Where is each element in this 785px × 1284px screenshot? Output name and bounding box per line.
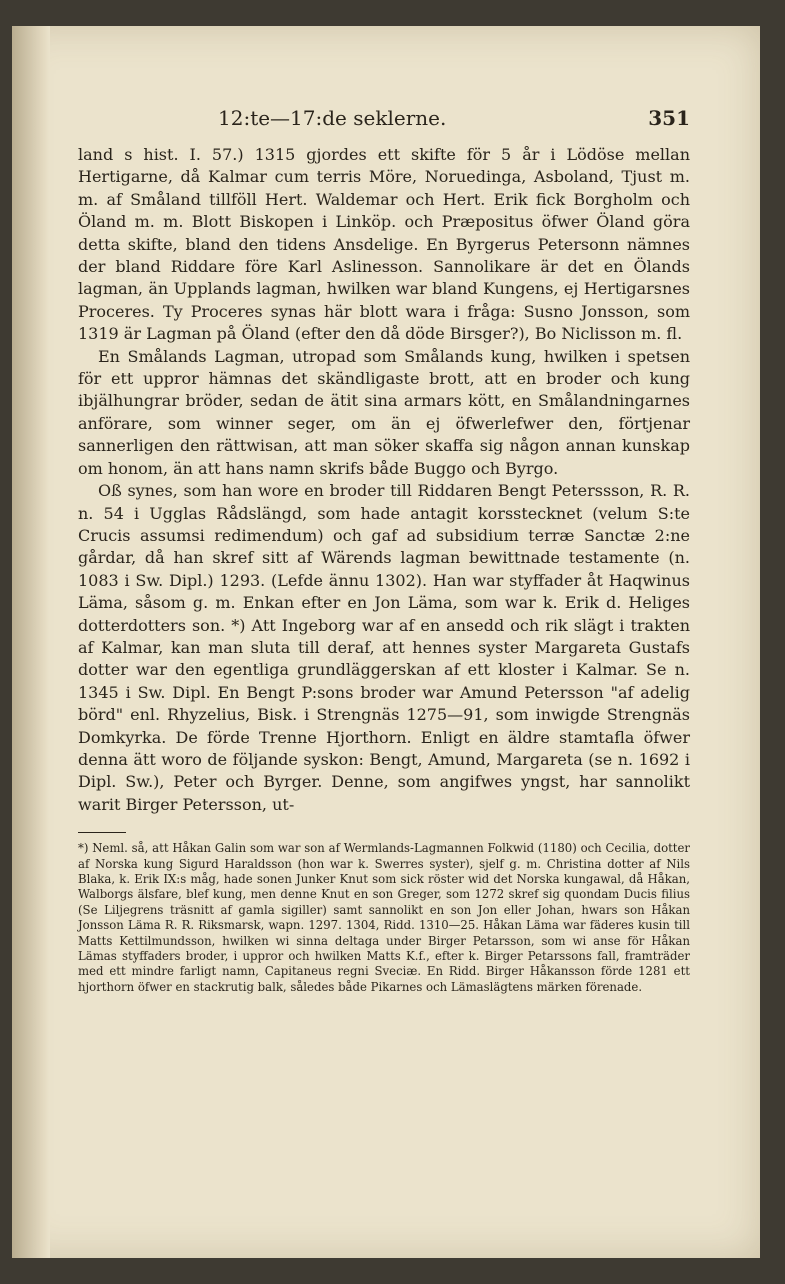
footnote: *) Neml. så, att Håkan Galin som war son af Wermlands-Lagmannen Folkwid (1180) och Cecilia, dotter af Norska kung Sigurd Haraldsson (hon war k. Swerres syster), sjelf g. m. Christina dotter af Nils Blaka, k. Erik IX:s måg, hade sonen Junker Knut som sick röster wid det Norska kungawal, då Håkan, Walborgs älsfare, blef kung, men denne Knut en son Greger, som 1272 skref sig quondam Ducis filius (Se Liljegrens träsnitt af gamla sigiller) samt sannolikt en son Jon eller Johan, hwars son Håkan Jonsson Läma R. R. Riksmarsk, wapn. 1297. 1304, Ridd. 1310—25. Håkan Läma war fäderes kusin till Matts Kettilmundsson, hwilken wi sinna deltaga under Birger Petarsson, som wi anse för Håkan Lämas styffaders broder, i uppror och hwilken Matts K.f., efter k. Birger Petarssons fall, framträder med ett mindre farligt namn, Capitaneus regni Sveciæ. En Ridd. Birger Håkansson förde 1281 ett hjorthorn öfwer en stackrutig balk, således både Pikarnes och Lämaslägtens märken förenade.: [78, 841, 690, 994]
body-paragraph-2: En Smålands Lagman, utropad som Smålands kung, hwilken i spetsen för ett uppror hämnas det skändligaste brott, att en broder och kung ibjälhungrar bröder, sedan de ätit sina armars kött, en Smålandningarnes anförare, som winner seger, om än ej öfwerlefwer den, förtjenar sannerligen den rättwisan, att man söker skaffa sig någon annan kunskap om honom, än att hans namn skrifs både Buggo och Byrgo.: [78, 346, 690, 478]
page-text-block: [78, 106, 690, 995]
page-number: 351: [648, 106, 690, 130]
footnote-separator: [78, 832, 126, 833]
body-paragraph-1: land s hist. I. 57.) 1315 gjordes ett skifte för 5 år i Lödöse mellan Hertigarne, då Kalmar cum terris Möre, Noruedinga, Asboland, Tjust m. m. af Småland tillföll Hert. Waldemar och Hert. Erik fick Borgholm och Öland m. m. Blott Biskopen i Linköp. och Præpositus öfwer Öland göra detta skifte, bland den tidens Ansdelige. En Byrgerus Petersonn nämnes der bland Riddare före Karl Aslinesson. Sannolikare är det en Ölands lagman, än Upplands lagman, hwilken war bland Kungens, ej Hertigarsnes Proceres. Ty Proceres synas här blott wara i fråga: Susno Jonsson, som 1319 är Lagman på Öland (efter den då döde Birsger?), Bo Niclisson m. fl.: [78, 145, 690, 344]
running-title: 12:te—17:de seklerne.: [218, 106, 447, 130]
book-page: [12, 26, 760, 1258]
running-header: [78, 106, 690, 130]
page-gutter: [12, 26, 50, 1258]
body-paragraph-3: Oß synes, som han wore en broder till Riddaren Bengt Peterssson, R. R. n. 54 i Ugglas Rådslängd, som hade antagit korsstecknet (velum S:te Crucis assumsi redimendum) och gaf ad subsidium terræ Sanctæ 2:ne gårdar, då han skref sitt af Wärends lagman bewittnade testamente (n. 1083 i Sw. Dipl.) 1293. (Lefde ännu 1302). Han war styffader åt Haqwinus Läma, såsom g. m. Enkan efter en Jon Läma, som war k. Erik d. Heliges dotterdotters son. *) Att Ingeborg war af en ansedd och rik slägt i trakten af Kalmar, kan man sluta till deraf, att hennes syster Margareta Gustafs dotter war den egentliga grundläggerskan af ett kloster i Kalmar. Se n. 1345 i Sw. Dipl. En Bengt P:sons broder war Amund Petersson "af adelig börd" enl. Rhyzelius, Bisk. i Strengnäs 1275—91, som inwigde Strengnäs Domkyrka. De förde Trenne Hjorthorn. Enligt en äldre stamtafla öfwer denna ätt woro de följande syskon: Bengt, Amund, Margareta (se n. 1692 i Dipl. Sw.), Peter och Byrger. Denne, som angifwes yngst, har sannolikt warit Birger Petersson, ut-: [78, 481, 690, 814]
